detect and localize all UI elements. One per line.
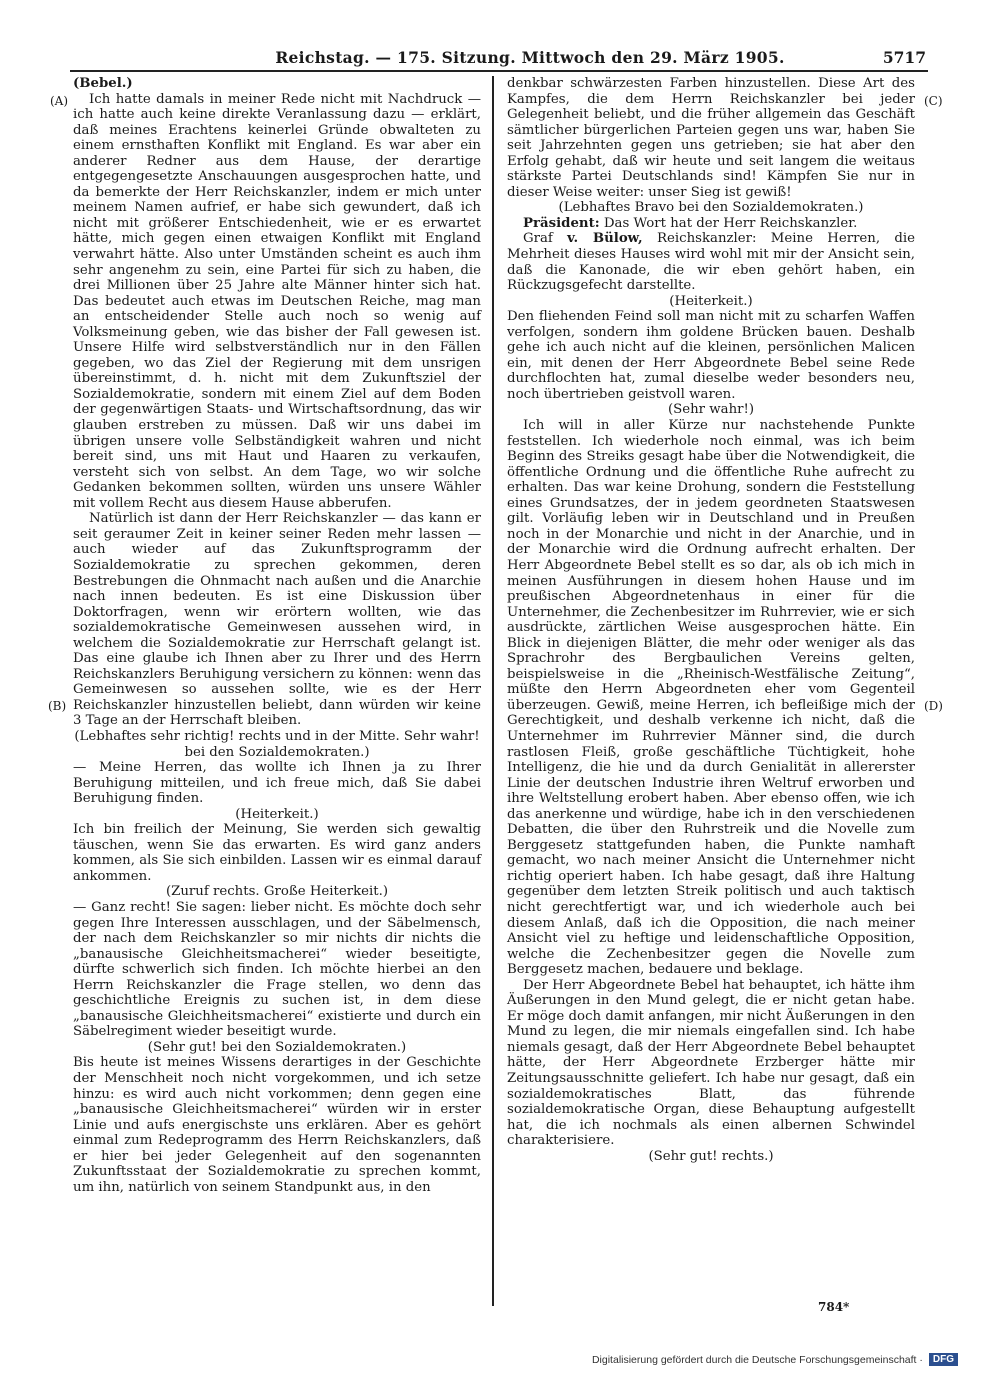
speaker-name: v. Bülow, [567,231,643,247]
paragraph: — Meine Herren, das wollte ich Ihnen ja zu Ihrer Beruhigung mitteilen, und ich freue mich, daß Sie dabei Beruhigung finden. [73,760,481,807]
interjection: (Lebhaftes Bravo bei den Sozialdemokraten.) [558,200,864,216]
paragraph: Der Herr Abgeordnete Bebel hat behauptet, ich hätte ihm Äußerungen in den Mund gelegt, die er nicht getan habe. Er möge doch damit anfangen, mir nicht Äußerungen in den Mund zu legen, die mir niemals eingefallen sind. Ich habe niemals gesagt, daß der Herr Abgeordnete Bebel behauptet hätte, der Herr Abgeordnete Erzberger hätte mir Zeitungsausschnitte geliefert. Ich habe nur gesagt, daß ein sozialdemokratisches Blatt, das führende sozialdemokratische Organ, diese Behauptung aufgestellt hat, die ich nochmals als einen albernen Schwindel charakterisiere. [507,977,915,1149]
president-label: Präsident: [523,215,600,231]
chancellor-speech-start: Graf v. Bülow, Reichskanzler: Meine Herren, die Mehrheit dieses Hauses wird wohl mit mir der Ansicht sein, daß die Kanonade, die wir eben gehört haben, ein Rückzugsgefecht darstellte. [507,231,916,294]
paragraph: Den fliehenden Feind soll man nicht mit zu scharfen Waffen verfolgen, sondern ihm goldene Brücken bauen. Deshalb gehe ich auch nicht auf die kleinen, persönlichen Malicen ein, mit denen der Herr Abgeordnete Bebel seine Rede durchflochten hat, zumal dieselbe weder besonders neu, noch übertrieben geistvoll waren. [507,309,915,402]
dfg-logo: DFG [929,1353,958,1366]
paragraph: Natürlich ist dann der Herr Reichskanzler — das kann er seit geraumer Zeit in keiner seiner Reden mehr lassen — auch wieder auf das Zukunftsprogramm der Sozialdemokratie zu sprechen gekommen, deren Bestrebungen die Ohnmacht nach außen und die Anarchie nach innen bedeuten. Es ist eine Diskussion über Doktorfragen, wenn wir erörtern wollten, wie das sozialdemokratische Gemeinwesen aussehen wird, in welchem die Sozialdemokratie zur Herrschaft gelangt ist. Das eine glaube ich Ihnen aber zu Ihrer und des Herrn Reichskanzlers Beruhigung versichern zu können: wenn das Gemeinwesen so aussehen sollte, wie es der Herr Reichskanzler hinzustellen beliebt, dann würden wir keine 3 Tage an der Herrschaft bleiben. [73,511,481,729]
paragraph: Ich will in aller Kürze nur nachstehende Punkte feststellen. Ich wiederhole noch einmal, was ich beim Beginn des Streiks gesagt habe über die Notwendigkeit, die öffentliche Ordnung und die öffentliche Ruhe aufrecht zu erhalten. Das war keine Drohung, sondern die Feststellung eines Grundsatzes, der in jedem geordneten Staatswesen gilt. Vorläufig leben wir in Deutschland und in Preußen noch in der Monarchie und nicht in der Anarchie, und in der Monarchie wird die Ordnung aufrecht erhalten. Der Herr Abgeordnete Bebel stellt es so dar, als ob ich mich in meinen Ausführungen in diesem hohen Hause und im preußischen Abgeordnetenhaus in einer für die Unternehmer, die Zechenbesitzer im Ruhrrevier, wie er sich ausdrückte, zärtlichen Weise ausgesprochen hätte. Ein Blick in diejenigen Blätter, die mehr oder weniger als das Sprachrohr des Bergbaulichen Vereins gelten, beispielsweise in die „Rheinisch-Westfälische Zeitung“, müßte den Herrn Abgeordneten eher vom Gegenteil überzeugen. Gewiß, meine Herren, ich befleißige mich der Gerechtigkeit, und deshalb verkenne ich nicht, daß die Unternehmer im Ruhrrevier Männer sind, die durch rastlosen Fleiß, große geschäftliche Tüchtigkeit, hohe Intelligenz, die hie und da durch Genialität in allererster Linie der deutschen Industrie ihren Weltruf erworben und ihre Weltstellung erobert haben. Aber ebenso offen, wie ich das anerkenne und würdige, habe ich in den verschiedenen Debatten, die über den Ruhrstreik und die Novelle zum Berggesetz stattgefunden haben, die Punkte namhaft gemacht, wo nach meiner Ansicht die Unternehmer nicht richtig operiert haben. Ich habe gesagt, daß ihre Haltung gegenüber dem letzten Streik politisch und auch taktisch nicht gerechtfertigt war, und ich wiederhole auch bei diesem Anlaß, daß ich die Opposition, die nach meiner Ansicht viel zu heftige und leidenschaftliche Opposition, welche die Zechenbesitzer gegen die Novelle zum Berggesetz machen, bedauere und beklage. [507,418,915,978]
signature-mark: 784* [818,1300,850,1314]
interjection: (Heiterkeit.) [235,806,319,822]
interjection: (Heiterkeit.) [669,293,753,309]
header-rule [70,70,928,72]
interjection: (Sehr wahr!) [667,402,755,418]
paragraph: — Ganz recht! Sie sagen: lieber nicht. Es möchte doch sehr gegen Ihre Interessen ausschlagen, und der Säbelmensch, der nach dem Reichskanzler so mir nichts dir nichts die „banausische Gleichheitsmacherei“ wieder beseitigte, dürfte schwerlich sich finden. Ich möchte hierbei an den Herrn Reichskanzler die Frage stellen, wo denn das geschichtliche Ereignis zu suchen ist, in dem diese „banausische Gleichheitsmacherei“ existierte und durch ein Säbelregiment wieder beseitigt wurde. [73,899,481,1040]
paragraph: Ich bin freilich der Meinung, Sie werden sich gewaltig täuschen, wenn Sie das erwarten. Es wird ganz anders kommen, als Sie sich einbilden. Lassen wir es einmal darauf ankommen. [73,822,481,884]
interjection: (Sehr gut! rechts.) [648,1148,774,1164]
interjection: (Sehr gut! bei den Sozialdemokraten.) [147,1039,407,1055]
column-divider [492,76,494,1306]
right-column [507,76,915,1164]
paragraph: Ich hatte damals in meiner Rede nicht mit Nachdruck — ich hatte auch keine direkte Veranlassung dazu — erklärt, daß meines Erachtens keinerlei Gründe obwalteten zu einem ernsthaften Konflikt mit England. Es war aber ein anderer Redner aus dem Hause, der derartige entgegengesetzte Anschauungen ausgesprochen hatte, und da bemerkte der Herr Reichskanzler, indem er mich unter meinem Namen aufrief, er habe sich gewundert, daß ich nicht mit größerer Entschiedenheit, wie er es erwartet hätte, mich gegen einen etwaigen Konflikt mit England verwahrt hätte. Also unter Umständen scheint es auch ihm sehr angenehm zu sein, eine Partei für sich zu haben, die drei Millionen über 25 Jahre alte Männer hinter sich hat. Das bedeutet auch etwas im Deutschen Reiche, mag man an entscheidender Stelle auch noch so wenig auf Volksmeinung geben, wie das bisher der Fall gewesen ist. Unsere Hilfe wird selbstverständlich nur in den Fällen gegeben, wo das Ziel der Regierung mit dem unsrigen übereinstimmt, d. h. nicht mit dem Zukunftsziel der Sozialdemokratie, sondern mit einem Ziel auf dem Boden der gegenwärtigen Staats- und Wirtschaftsordnung, das wir glauben erstreben zu müssen. Daß wir uns dabei im übrigen unsere volle Selbständigkeit wahren und nicht bereit sind, uns mit Haut und Haaren zu verkaufen, versteht sich von selbst. An dem Tage, wo wir solche Gedanken bekommen sollten, würden uns unsere Wähler mit vollem Recht aus diesem Hause abberufen. [73,91,481,511]
interjection: (Zuruf rechts. Große Heiterkeit.) [165,884,389,900]
margin-mark-b: (B) [48,699,67,713]
page-number: 5717 [882,48,926,67]
paragraph: Bis heute ist meines Wissens derartiges in der Geschichte der Menschheit noch nicht vorgekommen, und ich setze hinzu: es wird auch nicht vorkommen; denn gegen eine „banausische Gleichheitsmacherei“ würden wir in erster Linie und aufs energischste uns erklären. Aber es gehört einmal zum Redeprogramm des Herrn Reichskanzlers, daß er hier bei jeder Gelegenheit auf den sogenannten Zukunftsstaat der Sozialdemokratie zu sprechen kommt, um ihn, natürlich von seinem Standpunkt aus, in den [73,1055,481,1195]
page-header-title: Reichstag. — 175. Sitzung. Mittwoch den 29. März 1905. [275,48,785,67]
interjection: (Lebhaftes sehr richtig! rechts und in der Mitte. Sehr wahr! bei den Sozialdemokraten.) [74,728,480,760]
footer [560,1353,958,1366]
margin-mark-a: (A) [50,94,69,108]
margin-mark-c: (C) [924,94,943,108]
footer-text: Digitalisierung gefördert durch die Deutsche Forschungsgemeinschaft · [591,1353,923,1366]
margin-mark-d: (D) [924,699,943,713]
president-remark: Präsident: Das Wort hat der Herr Reichskanzler. [523,215,858,231]
speaker-heading: (Bebel.) [73,76,133,91]
left-column [73,76,481,1195]
paragraph: denkbar schwärzesten Farben hinzustellen. Diese Art des Kampfes, die dem Herrn Reichskanzler bei jeder Gelegenheit beliebt, und die früher allgemein das Geschäft sämtlicher bürgerlichen Parteien gegen uns war, haben Sie seit Jahrzehnten gegen uns getrieben; sie hat aber den Erfolg gehabt, daß wir heute und seit langem die weitaus stärkste Partei Deutschlands sind! Kämpfen Sie nur in dieser Weise weiter: unser Sieg ist gewiß! [507,76,915,200]
